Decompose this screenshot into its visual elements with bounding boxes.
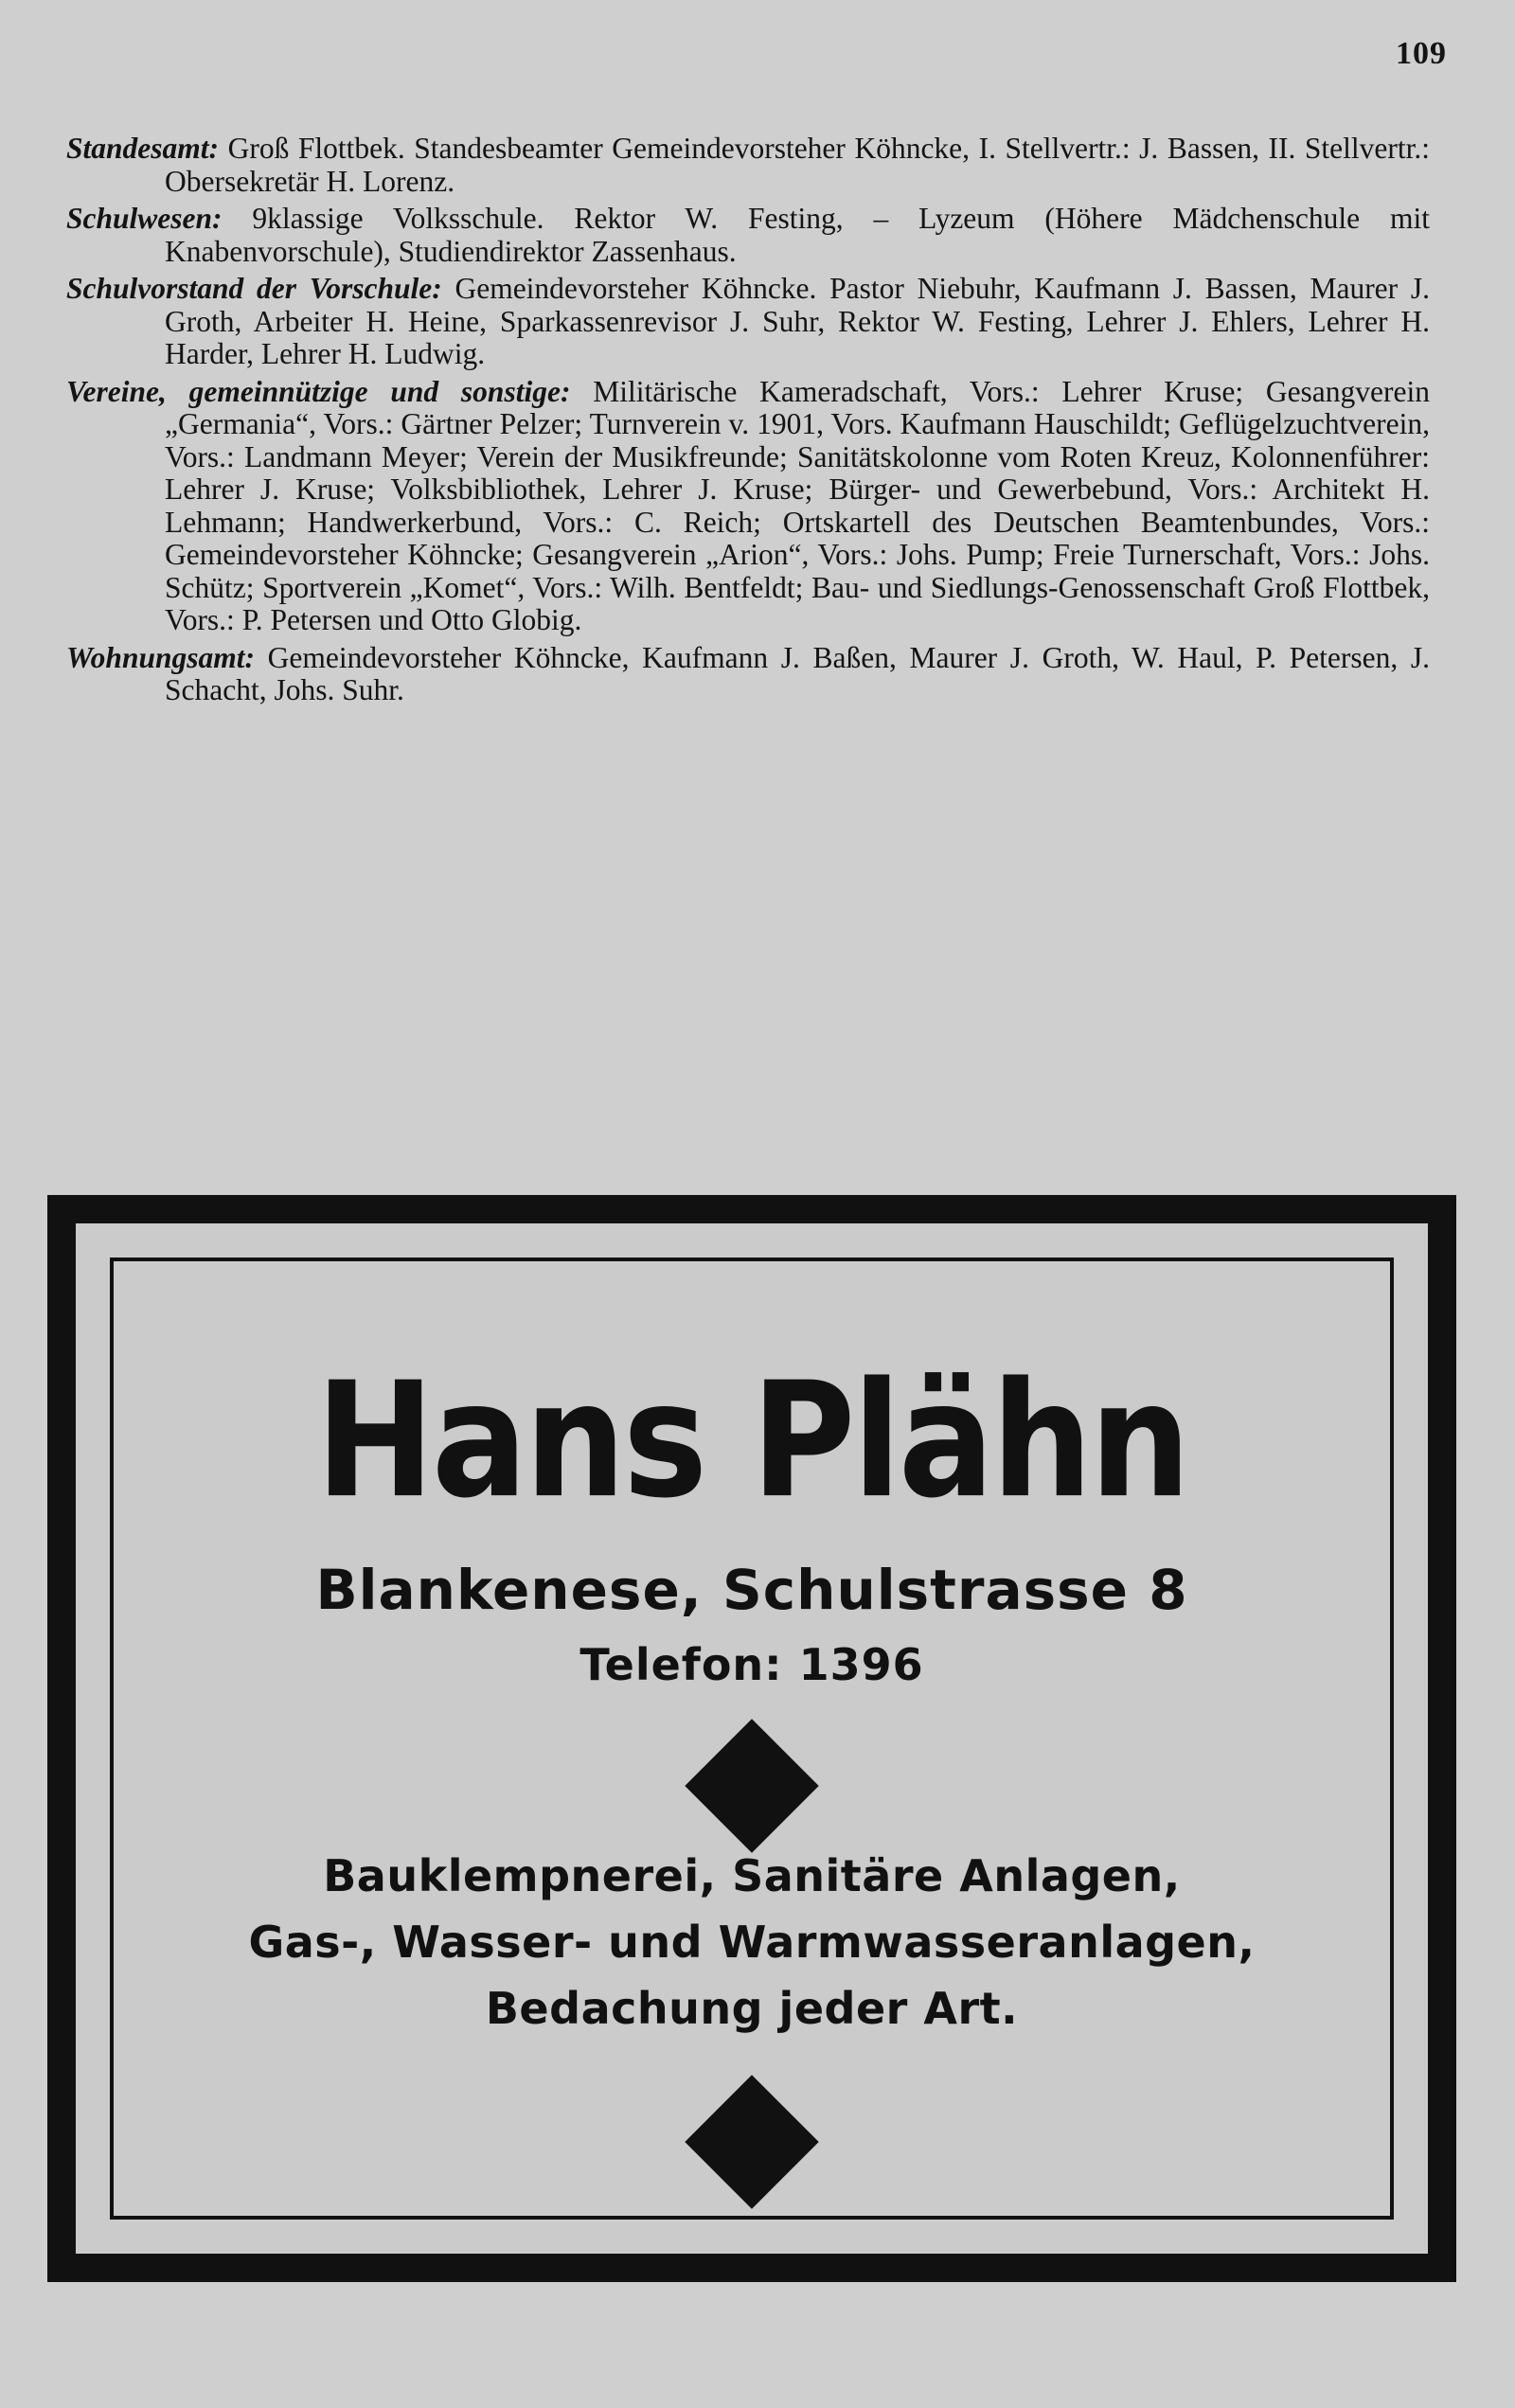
entry-label: Schulvorstand der Vorschule: bbox=[66, 272, 442, 305]
entry-text: Gemeindevorsteher Köhncke, Kaufmann J. Baßen, Maurer J. Groth, W. Haul, P. Petersen, J. Schacht, Johs. Suhr. bbox=[165, 640, 1430, 706]
directory-entry-wohnungsamt bbox=[66, 642, 1430, 707]
entry-label: Wohnungsamt: bbox=[66, 640, 255, 674]
advertisement-box bbox=[47, 1195, 1456, 2282]
advertiser-address: Blankenese, Schulstrasse 8 bbox=[315, 1558, 1188, 1622]
diamond-ornament-icon bbox=[685, 2075, 818, 2208]
directory-entry-standesamt bbox=[66, 133, 1430, 198]
advertiser-name: Hans Plähn bbox=[315, 1348, 1188, 1534]
entry-text: Groß Flottbek. Standesbeamter Gemeindevorsteher Köhncke, I. Stellvertr.: J. Bassen, II. Stellvertr.: Obersekretär H. Lorenz. bbox=[165, 132, 1430, 198]
entry-text: 9klassige Volksschule. Rektor W. Festing, – Lyzeum (Höhere Mädchenschule mit Knabenvorschule), Studiendirektor Zassenhaus. bbox=[165, 202, 1430, 268]
advertisement-inner-border bbox=[110, 1258, 1394, 2220]
service-line: Gas-, Wasser- und Warmwasseranlagen, bbox=[248, 1917, 1256, 1968]
service-line: Bedachung jeder Art. bbox=[485, 1983, 1019, 2034]
entry-text: Militärische Kameradschaft, Vors.: Lehrer Kruse; Gesangverein „Germania“, Vors.: Gärtner Pelzer; Turnverein v. 1901, Vors. Kaufmann Hauschildt; Geflügelzuchtverein, Vors.: Landmann Meyer; Verein der Musikfreunde; Sanitätskolonne vom Roten Kreuz, Kolonnenführer: Lehrer J. Kruse; Volksbibliothek, Lehrer J. Kruse; Bürger- und Gewerbebund, Vors.: Architekt H. Lehmann; Handwerkerbund, Vors.: C. Reich; Ortskartell des Deutschen Beamtenbundes, Vors.: Gemeindevorsteher Köhncke; Gesangverein „Arion“, Vors.: Johs. Pump; Freie Turnerschaft, Vors.: Johs. Schütz; Sportverein „Komet“, Vors.: Wilh. Bentfeldt; Bau- und Siedlungs-Genossenschaft Groß Flottbek, Vors.: P. Petersen und Otto Globig. bbox=[165, 374, 1430, 636]
page-number: 109 bbox=[1396, 36, 1447, 71]
service-line: Bauklempnerei, Sanitäre Anlagen, bbox=[323, 1850, 1181, 1901]
advertiser-phone: Telefon: 1396 bbox=[579, 1639, 924, 1690]
entry-label: Vereine, gemeinnützige und sonstige: bbox=[66, 374, 571, 408]
advertiser-services bbox=[114, 1843, 1390, 2042]
entry-text: Gemeindevorsteher Köhncke. Pastor Niebuhr, Kaufmann J. Bassen, Maurer J. Groth, Arbeiter H. Heine, Sparkassenrevisor J. Suhr, Rektor W. Festing, Lehrer J. Ehlers, Lehrer H. Harder, Lehrer H. Ludwig. bbox=[165, 272, 1430, 370]
directory-entry-schulvorstand bbox=[66, 273, 1430, 371]
directory-entry-schulwesen bbox=[66, 203, 1430, 268]
entry-label: Schulwesen: bbox=[66, 202, 223, 235]
entry-label: Standesamt: bbox=[66, 132, 220, 165]
diamond-ornament-icon bbox=[685, 1719, 818, 1852]
directory-entry-vereine bbox=[66, 376, 1430, 637]
directory-section bbox=[66, 133, 1430, 712]
